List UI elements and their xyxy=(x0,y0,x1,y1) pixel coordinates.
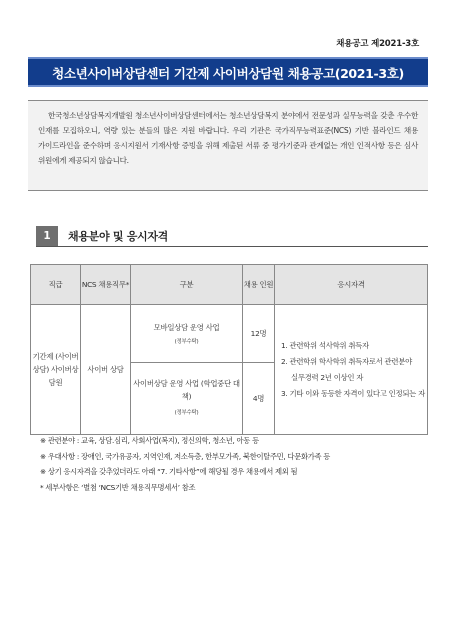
category-label: 모바일상담 운영 사업 xyxy=(153,323,220,332)
header-count: 채용 인원 xyxy=(243,265,275,305)
section-divider xyxy=(36,246,428,247)
note-item: ※ 상기 응시자격을 갖추었더라도 아래 “7. 기타사항”에 해당될 경우 채용에서 제외 됨 xyxy=(40,467,298,476)
intro-box xyxy=(28,100,428,191)
category-note: (정부수탁) xyxy=(174,339,199,345)
note-item: * 세부사항은 ‘별첨 ‘NCS기반 채용직무명세서’ 참조 xyxy=(40,482,196,492)
header-qualification: 응시자격 xyxy=(275,265,428,305)
cell-ncs: 사이버 상담 xyxy=(81,305,131,435)
section-title: 채용분야 및 응시자격 xyxy=(68,230,168,243)
table-header-row xyxy=(31,265,428,305)
cell-count: 12명 xyxy=(243,305,275,363)
qualification-item: 실무경력 2년 이상인 자 xyxy=(291,372,364,382)
cell-category xyxy=(131,305,243,363)
qualification-item: 1. 관련학위 석사학위 취득자 xyxy=(281,340,369,350)
table-row xyxy=(31,305,428,363)
qualification-item: 3. 기타 이와 동등한 자격이 있다고 인정되는 자 xyxy=(281,388,425,398)
cell-qualifications xyxy=(275,305,428,435)
header-ncs: NCS 채용직무* xyxy=(81,265,131,305)
page-title: 청소년사이버상담센터 기간제 사이버상담원 채용공고(2021-3호) xyxy=(28,57,428,87)
notice-number: 채용공고 제2021-3호 xyxy=(336,39,419,49)
section-heading xyxy=(36,226,168,246)
category-label: 사이버상담 운영 사업 (학업중단 대책) xyxy=(133,379,240,401)
cell-grade: 기간제 (사이버상담) 사이버상담원 xyxy=(31,305,81,435)
qualification-item: 2. 관련학위 학사학위 취득자로서 관련분야 xyxy=(281,356,412,366)
header-grade: 직급 xyxy=(31,265,81,305)
section-number: 1 xyxy=(36,226,58,246)
cell-category xyxy=(131,363,243,435)
notes-list xyxy=(40,433,432,495)
category-note: (정부수탁) xyxy=(174,410,199,416)
note-item: ※ 우대사항 : 장애인, 국가유공자, 지역인재, 저소득층, 한부모가족, 북한이탈주민, 다문화가족 등 xyxy=(40,451,330,461)
note-item: ※ 관련분야 : 교육, 상담.심리, 사회사업(복지), 정신의학, 청소년, 아동 등 xyxy=(40,436,259,445)
recruitment-table xyxy=(30,264,428,435)
cell-count: 4명 xyxy=(243,363,275,435)
header-category: 구분 xyxy=(131,265,243,305)
intro-text: 한국청소년상담복지개발원 청소년사이버상담센터에서는 청소년상담복지 분야에서 전문성과 실무능력을 갖춘 우수한 인재를 모집하오니, 역량 있는 분들의 많은 지원 바랍니다. 우리 기관은 국가직무능력표준(NCS) 기반 블라인드 채용 가이드라인을 준수하며 응시지원서 기재사항 증빙을 위해 제출된 서류 중 평가기준과 관계없는 개인 인적사항 등은 심사 위원에게 제공되지 않습니다. xyxy=(38,111,418,165)
